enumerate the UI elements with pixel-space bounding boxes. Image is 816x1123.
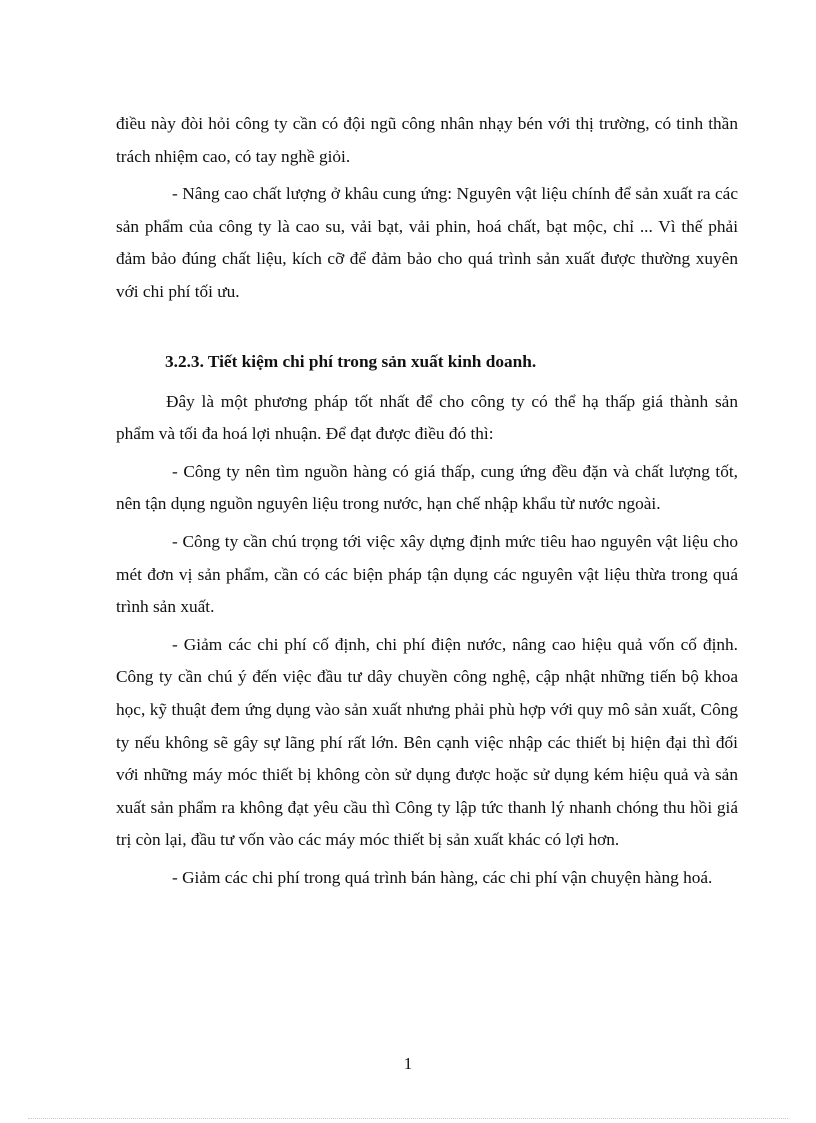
paragraph-sourcing: - Công ty nên tìm nguồn hàng có giá thấp, cung ứng đều đặn và chất lượng tốt, nên tận dụng nguồn nguyên liệu trong nước, hạn chế nhập khẩu từ nước ngoài. xyxy=(116,461,738,514)
page-bottom-divider xyxy=(28,1118,788,1119)
paragraph-continuation: điều này đòi hỏi công ty cần có đội ngũ công nhân nhạy bén với thị trường, có tinh thần trách nhiệm cao, có tay nghề giỏi. xyxy=(116,114,738,166)
document-body xyxy=(116,108,738,894)
paragraph-sales-costs: - Giảm các chi phí trong quá trình bán hàng, các chi phí vận chuyện hàng hoá. xyxy=(172,867,713,887)
paragraph-supply-quality: - Nâng cao chất lượng ở khâu cung ứng: Nguyên vật liệu chính để sản xuất ra các sản phẩm của công ty là cao su, vải bạt, vải phin, hoá chất, bạt mộc, chỉ ... Vì thế phải đảm bảo đúng chất liệu, kích cỡ để đảm bảo cho quá trình sản xuất được thường xuyên với chi phí tối ưu. xyxy=(116,184,738,301)
page-number: 1 xyxy=(403,1054,413,1073)
paragraph-consumption-norms: - Công ty cần chú trọng tới việc xây dựng định mức tiêu hao nguyên vật liệu cho mét đơn vị sản phẩm, cần có các biện pháp tận dụng các nguyên vật liệu thừa trong quá trình sản xuất. xyxy=(116,531,738,617)
section-heading: 3.2.3. Tiết kiệm chi phí trong sản xuất kinh doanh. xyxy=(165,351,537,371)
paragraph-fixed-costs: - Giảm các chi phí cố định, chi phí điện nước, nâng cao hiệu quả vốn cố định. Công ty cần chú ý đến việc đầu tư dây chuyền công nghệ, cập nhật những tiến bộ khoa học, kỹ thuật đem ứng dụng vào sản xuất nhưng phải phù hợp với quy mô sản xuất, Công ty nếu không sẽ gây sự lãng phí rất lớn. Bên cạnh việc nhập các thiết bị hiện đại thì đối với những máy móc thiết bị không còn sử dụng được hoặc sử dụng kém hiệu quả và sản xuất sản phẩm ra không đạt yêu cầu thì Công ty lập tức thanh lý nhanh chóng thu hồi giá trị còn lại, đầu tư vốn vào các máy móc thiết bị sản xuất khác có lợi hơn. xyxy=(116,634,738,850)
paragraph-intro: Đây là một phương pháp tốt nhất để cho công ty có thể hạ thấp giá thành sản phẩm và tối đa hoá lợi nhuận. Để đạt được điều đó thì: xyxy=(116,391,738,444)
